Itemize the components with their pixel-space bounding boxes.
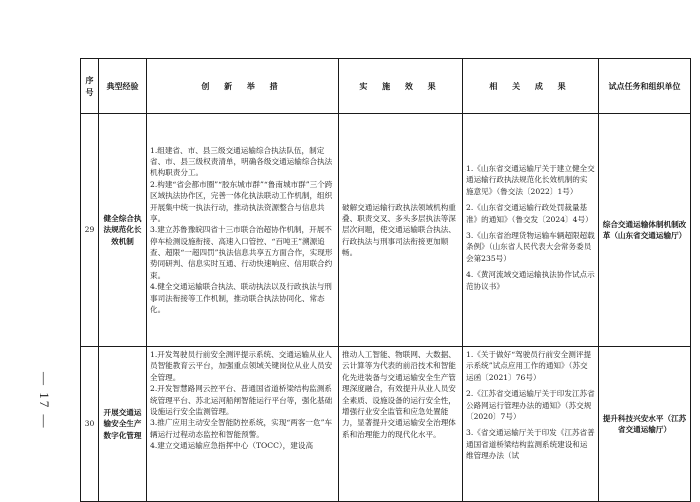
row-achievements: [463, 347, 599, 502]
row-experience: 健全综合执法规范化长效机制: [99, 114, 147, 347]
measure-item: 3.建立苏鲁豫皖四省十三市联合治超协作机制，开展不停车检测设施衔接、高速入口管控、“百吨王”溯源追查、超限“一超四罚”执法信息共享五方面合作，实现形势同研判、信息实时互通、行动快速响应、信用联合约束。: [150, 225, 333, 280]
row-measures: [147, 114, 339, 347]
row-task: 提升科技兴安水平（江苏省交通运输厅）: [599, 347, 691, 502]
achievement-item: 3.《省交通运输厅关于印发《江苏省普通国省道桥梁结构监测系统建设和运维管理办法（试: [466, 428, 595, 461]
row-number: 30: [81, 347, 99, 502]
page-number: — 17 —: [37, 372, 52, 430]
row-measures: [147, 347, 339, 502]
achievement-item: 3.《山东省治理货物运输车辆超限超载条例》（山东省人民代表大会常务委员会第235号）: [466, 231, 595, 263]
row-number: 29: [81, 114, 99, 347]
row-experience: 开展交通运输安全生产数字化管理: [99, 347, 147, 502]
measure-item: 1.开发驾驶员行前安全测评提示系统、交通运输从业人员智能教育云平台，加强重点领域关键岗位从业人员安全管理。: [150, 350, 333, 382]
row-task: 综合交通运输体制机制改革（山东省交通运输厅）: [599, 114, 691, 347]
header-achievements: 相 关 成 果: [463, 59, 599, 114]
table-header-row: [81, 59, 691, 114]
measure-item: 2.开发智慧路网云控平台、普通国省道桥梁结构监测系统管理平台、苏北运河船闸智能运行平台等，强化基础设施运行安全监测管理。: [150, 384, 333, 416]
table-row: [81, 347, 691, 502]
measure-item: 3.推广应用主动安全智能防控系统，实现“两客一危”车辆运行过程动态监控和智能预警。: [150, 418, 333, 439]
row-effect: 破解交通运输行政执法领域机构重叠、职责交叉、多头多层执法等深层次问题，使交通运输联合执法、行政执法与刑事司法衔接更加顺畅。: [339, 114, 463, 347]
header-task: 试点任务和组织单位: [599, 59, 691, 114]
achievement-item: 2.《江苏省交通运输厅关于印发江苏省公路网运行管理办法的通知》（苏交规〔2020〕7号）: [466, 389, 595, 421]
achievement-item: 2.《山东省交通运输行政处罚裁量基准》的通知》（鲁交发〔2024〕4号）: [466, 203, 593, 224]
header-experience: 典型经验: [99, 59, 147, 114]
row-achievements: [463, 114, 599, 347]
header-measures: 创 新 举 措: [147, 59, 339, 114]
header-effect: 实 施 效 果: [339, 59, 463, 114]
measure-item: 4.健全交通运输联合执法、联动执法以及行政执法与刑事司法衔接等工作机制，推动联合执法协同化、常态化。: [150, 282, 332, 315]
header-no: 序号: [81, 59, 99, 114]
experience-table: [80, 58, 691, 502]
measure-item: 1.组建省、市、县三级交通运输综合执法队伍，制定省、市、县三级权责清单，明确各级交通运输综合执法机构职责分工。: [150, 145, 333, 178]
achievement-item: 4.《黄河流域交通运输执法协作试点示范协议书》: [466, 270, 595, 291]
row-effect: 推动人工智能、物联网、大数据、云计算等为代表的前沿技术和智能化先进装备与交通运输安全生产管理深度融合，有效提升从业人员安全素质、设施设备的运行安全性，增强行业安全监管和应急处置能力，显著提升交通运输安全治理体系和治理能力的现代化水平。: [339, 347, 463, 502]
measure-item: 4.建立交通运输应急指挥中心（TOCC），建设高: [150, 441, 314, 451]
table-row: [81, 114, 691, 347]
achievement-item: 1.《山东省交通运输厅关于建立健全交通运输行政执法规范化长效机制的实施意见》（鲁交法〔2022〕1号）: [466, 164, 595, 196]
achievement-item: 1.《关于做好“驾驶员行前安全测评提示系统”试点应用工作的通知》（苏交运函〔2021〕76号）: [466, 350, 592, 382]
measure-item: 2.构建“省会都市圈”“胶东城市群”“鲁南城市群”三个跨区域执法协作区，完善一体化执法联动工作机制，组织开展集中统一执法行动，推动执法资源整合与信息共享。: [150, 179, 333, 223]
